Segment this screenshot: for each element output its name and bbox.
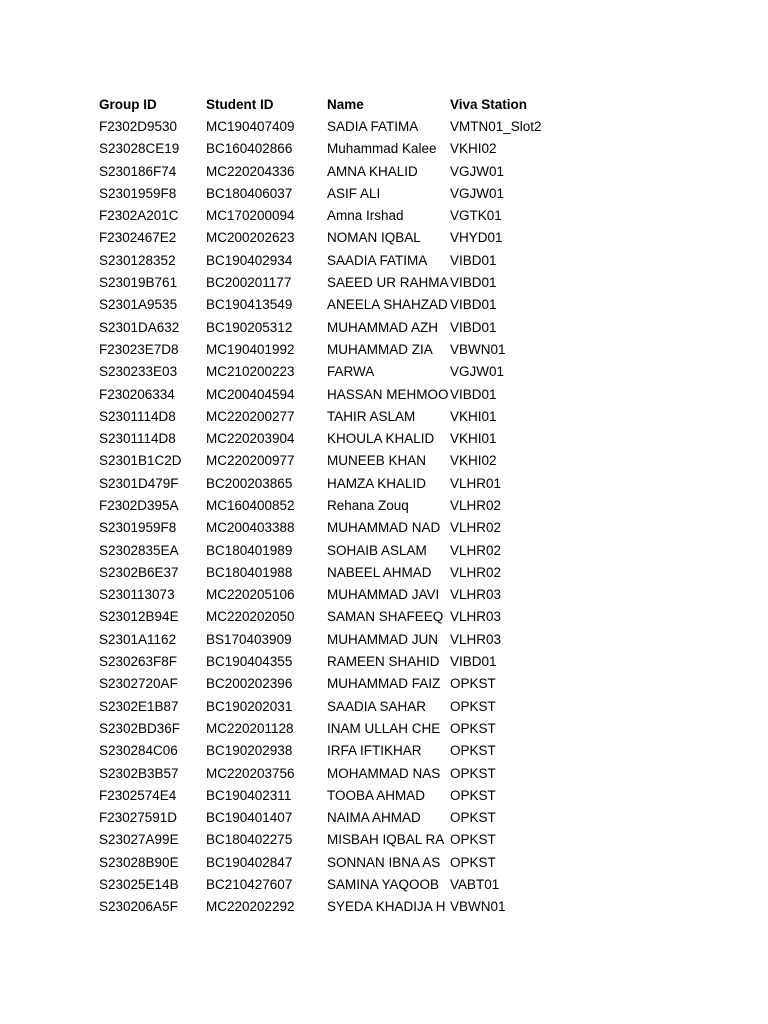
table-row: [99, 204, 570, 226]
cell-group-id: F2302A201C: [99, 208, 179, 224]
cell-student-id: BC180402275: [206, 832, 293, 848]
cell-group-id: S2301114D8: [99, 408, 176, 424]
cell-viva-station: VLHR02: [450, 497, 502, 513]
cell-student-id: MC220205106: [206, 587, 295, 603]
cell-student-id: MC210200223: [206, 364, 295, 380]
cell-group-id: F2302574E4: [99, 787, 177, 803]
cell-viva-station: OPKST: [450, 832, 496, 848]
cell-student-id: MC200202623: [206, 230, 295, 246]
cell-student-id: BC190402847: [206, 854, 293, 870]
table-row: [99, 182, 570, 204]
cell-viva-station: VBWN01: [450, 341, 506, 357]
cell-group-id: S23019B761: [99, 275, 178, 291]
cell-viva-station: VLHR02: [450, 520, 502, 536]
cell-student-id: MC220200977: [206, 453, 295, 469]
cell-group-id: S2302720AF: [99, 676, 178, 692]
table-row: [99, 873, 570, 895]
cell-student-id: BC190413549: [206, 297, 293, 313]
cell-group-id: S230128352: [99, 252, 176, 268]
cell-name: HAMZA KHALID: [327, 475, 427, 491]
table-row: [99, 717, 570, 739]
cell-viva-station: VKHI01: [450, 408, 497, 424]
table-row: [99, 673, 570, 695]
table-header-row: [99, 93, 570, 115]
cell-name: NOMAN IQBAL: [327, 230, 421, 246]
cell-name: NAIMA AHMAD: [327, 810, 421, 826]
cell-group-id: S2302E1B87: [99, 698, 179, 714]
cell-viva-station: VIBD01: [450, 275, 497, 291]
cell-viva-station: VGJW01: [450, 364, 505, 380]
cell-group-id: S2302B3B57: [99, 765, 179, 781]
cell-name: SAADIA FATIMA: [327, 252, 428, 268]
cell-group-id: S23025E14B: [99, 877, 179, 893]
table-row: [99, 427, 570, 449]
cell-viva-station: OPKST: [450, 698, 496, 714]
cell-student-id: BC200201177: [206, 275, 292, 291]
table-row: [99, 450, 570, 472]
table-row: [99, 584, 570, 606]
table-body: [99, 115, 570, 918]
table-row: [99, 740, 570, 762]
cell-viva-station: VKHI02: [450, 141, 497, 157]
cell-viva-station: OPKST: [450, 720, 496, 736]
cell-name: SADIA FATIMA: [327, 118, 419, 134]
cell-group-id: S2301DA632: [99, 319, 180, 335]
table-row: [99, 115, 570, 137]
cell-viva-station: OPKST: [450, 787, 496, 803]
table-row: [99, 405, 570, 427]
cell-student-id: MC220204336: [206, 163, 295, 179]
cell-group-id: S23028B90E: [99, 854, 179, 870]
cell-group-id: S23012B94E: [99, 609, 179, 625]
cell-name: AMNA KHALID: [327, 163, 418, 179]
cell-group-id: S2301959F8: [99, 185, 177, 201]
cell-student-id: BC180401989: [206, 542, 293, 558]
cell-student-id: MC220202050: [206, 609, 295, 625]
cell-group-id: F23027591D: [99, 810, 178, 826]
cell-group-id: S230263F8F: [99, 654, 178, 670]
table-row: [99, 294, 570, 316]
cell-name: MUHAMMAD FAIZ: [327, 676, 441, 692]
cell-group-id: S23027A99E: [99, 832, 179, 848]
cell-name: IRFA IFTIKHAR: [327, 743, 422, 759]
cell-group-id: S2301D479F: [99, 475, 179, 491]
cell-viva-station: VHYD01: [450, 230, 503, 246]
cell-viva-station: OPKST: [450, 676, 496, 692]
table-row: [99, 271, 570, 293]
cell-group-id: S2301A1162: [99, 631, 177, 647]
cell-group-id: F2302D395A: [99, 497, 179, 513]
header-viva-station: Viva Station: [450, 96, 528, 112]
table-row: [99, 851, 570, 873]
cell-viva-station: VIBD01: [450, 654, 497, 670]
cell-group-id: S2302B6E37: [99, 564, 179, 580]
table-row: [99, 517, 570, 539]
cell-student-id: BC190202938: [206, 743, 293, 759]
cell-group-id: S2302835EA: [99, 542, 179, 558]
cell-name: KHOULA KHALID: [327, 431, 435, 447]
cell-name: SAMAN SHAFEEQ: [327, 609, 444, 625]
cell-student-id: MC190407409: [206, 118, 295, 134]
cell-group-id: S2301B1C2D: [99, 453, 182, 469]
cell-name: MUHAMMAD JUN: [327, 631, 438, 647]
cell-name: MUHAMMAD JAVI: [327, 587, 440, 603]
cell-name: SONNAN IBNA AS: [327, 854, 441, 870]
table-row: [99, 606, 570, 628]
table-row: [99, 762, 570, 784]
cell-student-id: BC210427607: [206, 877, 293, 893]
cell-student-id: BC190404355: [206, 654, 293, 670]
cell-group-id: S23028CE19: [99, 141, 180, 157]
cell-student-id: MC220203756: [206, 765, 295, 781]
cell-name: FARWA: [327, 364, 375, 380]
cell-student-id: BC160402866: [206, 141, 293, 157]
cell-viva-station: VLHR03: [450, 609, 502, 625]
cell-name: MUHAMMAD AZH: [327, 319, 438, 335]
cell-student-id: BC190402311: [206, 787, 292, 803]
header-group-id: Group ID: [99, 96, 157, 112]
cell-group-id: S2301959F8: [99, 520, 177, 536]
cell-group-id: S230284C06: [99, 743, 178, 759]
cell-name: RAMEEN SHAHID: [327, 654, 440, 670]
cell-viva-station: VGJW01: [450, 185, 505, 201]
cell-student-id: BS170403909: [206, 631, 292, 647]
cell-group-id: S230113073: [99, 587, 175, 603]
cell-name: MOHAMMAD NAS: [327, 765, 441, 781]
cell-student-id: MC170200094: [206, 208, 295, 224]
table-row: [99, 227, 570, 249]
cell-name: MISBAH IQBAL RA: [327, 832, 445, 848]
table-row: [99, 539, 570, 561]
cell-group-id: F23023E7D8: [99, 341, 179, 357]
table-row: [99, 249, 570, 271]
cell-student-id: MC220203904: [206, 431, 295, 447]
cell-student-id: BC200202396: [206, 676, 293, 692]
cell-name: TOOBA AHMAD: [327, 787, 426, 803]
table-row: [99, 829, 570, 851]
cell-student-id: BC190401407: [206, 810, 293, 826]
cell-viva-station: VLHR02: [450, 542, 502, 558]
cell-viva-station: VKHI02: [450, 453, 497, 469]
cell-viva-station: VLHR03: [450, 631, 502, 647]
cell-name: NABEEL AHMAD: [327, 564, 432, 580]
cell-viva-station: OPKST: [450, 854, 496, 870]
cell-group-id: S230206A5F: [99, 899, 178, 915]
cell-group-id: S230186F74: [99, 163, 177, 179]
cell-name: ANEELA SHAHZAD: [327, 297, 448, 313]
cell-name: Amna Irshad: [327, 208, 404, 224]
cell-student-id: MC160400852: [206, 497, 295, 513]
cell-name: MUNEEB KHAN: [327, 453, 427, 469]
cell-viva-station: VABT01: [450, 877, 500, 893]
table-row: [99, 561, 570, 583]
table-row: [99, 784, 570, 806]
cell-viva-station: OPKST: [450, 765, 496, 781]
cell-name: MUHAMMAD NAD: [327, 520, 441, 536]
cell-name: SAADIA SAHAR: [327, 698, 427, 714]
cell-viva-station: VBWN01: [450, 899, 506, 915]
table-row: [99, 807, 570, 829]
cell-group-id: S2301114D8: [99, 431, 176, 447]
cell-viva-station: VIBD01: [450, 252, 497, 268]
cell-viva-station: VLHR02: [450, 564, 502, 580]
table-row: [99, 472, 570, 494]
table-row: [99, 896, 570, 918]
cell-viva-station: VKHI01: [450, 431, 497, 447]
table-row: [99, 695, 570, 717]
cell-viva-station: VLHR01: [450, 475, 502, 491]
table-row: [99, 316, 570, 338]
cell-name: TAHIR ASLAM: [327, 408, 416, 424]
cell-student-id: BC180401988: [206, 564, 293, 580]
cell-group-id: S230233E03: [99, 364, 178, 380]
cell-student-id: BC190402934: [206, 252, 293, 268]
table-row: [99, 650, 570, 672]
cell-name: SAEED UR RAHMA: [327, 275, 449, 291]
cell-viva-station: VIBD01: [450, 386, 497, 402]
table-row: [99, 628, 570, 650]
cell-viva-station: VLHR03: [450, 587, 502, 603]
cell-group-id: F2302467E2: [99, 230, 177, 246]
cell-student-id: MC200404594: [206, 386, 295, 402]
table-row: [99, 383, 570, 405]
cell-student-id: BC190202031: [206, 698, 293, 714]
cell-viva-station: OPKST: [450, 810, 496, 826]
cell-name: HASSAN MEHMOO: [327, 386, 449, 402]
cell-student-id: MC190401992: [206, 341, 295, 357]
cell-student-id: BC200203865: [206, 475, 293, 491]
cell-viva-station: VIBD01: [450, 297, 497, 313]
cell-student-id: MC220200277: [206, 408, 295, 424]
cell-name: Muhammad Kalee: [327, 141, 437, 157]
cell-viva-station: VGTK01: [450, 208, 502, 224]
table-row: [99, 494, 570, 516]
cell-name: ASIF ALI: [327, 185, 381, 201]
header-student-id: Student ID: [206, 96, 274, 112]
cell-name: INAM ULLAH CHE: [327, 720, 441, 736]
cell-group-id: F230206334: [99, 386, 175, 402]
cell-student-id: BC190205312: [206, 319, 293, 335]
cell-name: MUHAMMAD ZIA: [327, 341, 433, 357]
cell-student-id: MC200403388: [206, 520, 295, 536]
cell-student-id: MC220202292: [206, 899, 295, 915]
viva-schedule-table: [99, 93, 570, 918]
table-row: [99, 160, 570, 182]
cell-name: SAMINA YAQOOB: [327, 877, 440, 893]
cell-viva-station: VIBD01: [450, 319, 497, 335]
cell-viva-station: OPKST: [450, 743, 496, 759]
cell-group-id: S2302BD36F: [99, 720, 181, 736]
cell-student-id: BC180406037: [206, 185, 293, 201]
cell-group-id: F2302D9530: [99, 118, 178, 134]
cell-name: Rehana Zouq: [327, 497, 409, 513]
cell-name: SYEDA KHADIJA H: [327, 899, 446, 915]
table-row: [99, 361, 570, 383]
cell-group-id: S2301A9535: [99, 297, 178, 313]
cell-viva-station: VGJW01: [450, 163, 505, 179]
cell-student-id: MC220201128: [206, 720, 294, 736]
table-row: [99, 338, 570, 360]
table-row: [99, 138, 570, 160]
cell-viva-station: VMTN01_Slot2: [450, 118, 542, 134]
header-name: Name: [327, 96, 364, 112]
cell-name: SOHAIB ASLAM: [327, 542, 427, 558]
